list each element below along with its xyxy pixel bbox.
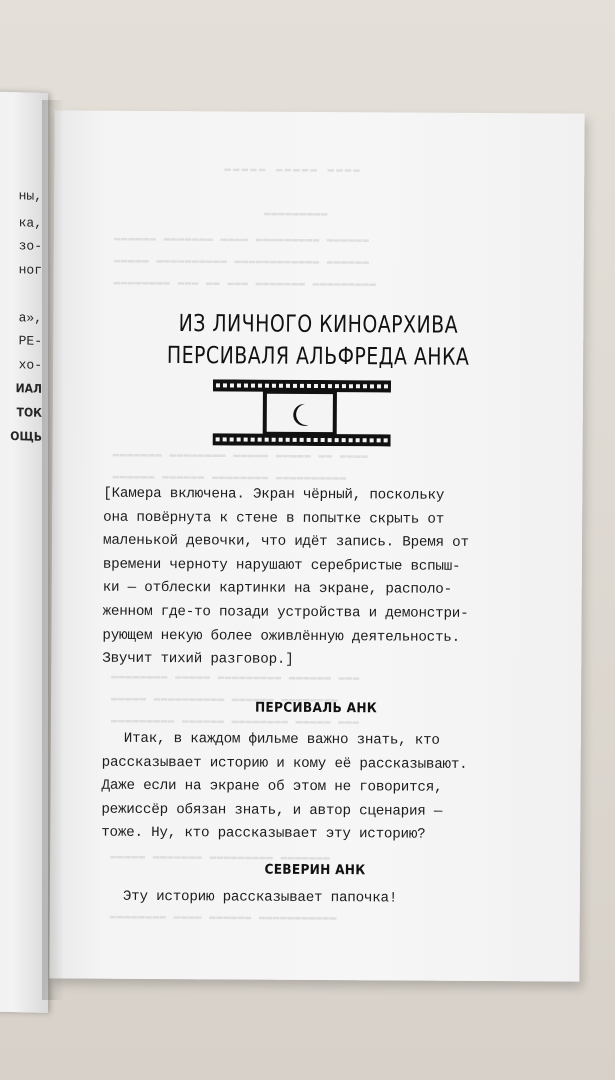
sprocket-hole: [223, 383, 227, 387]
book-page: [49, 110, 584, 981]
sprocket-hole: [272, 384, 276, 388]
text-line: режиссёр обязан знать, и автор сценария —: [101, 801, 443, 820]
text-line: тоже. Ну, кто рассказывает эту историю?: [101, 825, 426, 844]
film-strip-moon-icon: [213, 379, 391, 446]
dialogue-block: [101, 728, 514, 848]
show-through-text: ▬▬▬▬▬▬▬▬ ▬▬▬▬ ▬▬▬▬▬▬ ▬▬▬▬▬▬▬▬▬▬▬: [109, 910, 337, 925]
text-line: рующем некую более оживлённую деятельность.: [102, 627, 460, 646]
sprocket-hole: [237, 438, 241, 442]
sprocket-hole: [335, 438, 339, 442]
text-line: Итак, в каждом фильме важно знать, кто: [123, 730, 440, 749]
sprocket-hole: [286, 384, 290, 388]
left-page-fragment: ны,: [18, 188, 42, 204]
sprocket-hole: [230, 437, 234, 441]
sprocket-hole: [251, 438, 255, 442]
text-line: [Камера включена. Экран чёрный, поскольку: [103, 485, 445, 504]
show-through-text: ▬▬▬▬▬ ▬▬▬▬▬▬▬▬▬▬ ▬▬▬▬▬▬▬▬▬▬▬▬ ▬▬▬▬▬▬: [113, 254, 370, 269]
speaker-name: ПЕРСИВАЛЬ АНК: [254, 699, 378, 717]
sprocket-hole: [265, 384, 269, 388]
chapter-title-line-1: ИЗ ЛИЧНОГО КИНОАРХИВА: [178, 309, 459, 339]
sprocket-hole: [244, 438, 248, 442]
text-line: она повёрнута к стене в попытке скрыть от: [103, 509, 445, 528]
sprocket-hole: [349, 438, 353, 442]
text-line: времени черноту нарушают серебристые вспыш-: [102, 556, 461, 575]
chapter-title-line-2: ПЕРСИВАЛЯ АЛЬФРЕДА АНКА: [166, 341, 470, 371]
sprocket-hole: [251, 384, 255, 388]
sprocket-hole: [370, 384, 374, 388]
sprocket-hole: [356, 438, 360, 442]
left-page-fragment: ОЩЬ: [10, 429, 42, 444]
sprocket-hole: [293, 384, 297, 388]
sprocket-hole: [272, 438, 276, 442]
sprocket-hole: [377, 384, 381, 388]
sprocket-hole: [328, 438, 332, 442]
sprocket-hole: [230, 383, 234, 387]
sprocket-hole: [328, 384, 332, 388]
sprocket-hole: [300, 384, 304, 388]
sprocket-hole: [321, 384, 325, 388]
stage-direction: [102, 483, 513, 674]
show-through-text: ▬▬▬▬▬▬ ▬▬▬▬▬▬ ▬▬▬▬▬▬▬▬ ▬▬▬▬▬▬▬▬▬▬: [112, 470, 347, 485]
sprocket-hole: [363, 438, 367, 442]
text-line: Звучит тихий разговор.]: [102, 650, 294, 669]
sprocket-hole: [335, 384, 339, 388]
show-through-text: ▬▬▬▬▬ ▬▬▬▬▬ ▬▬▬▬: [224, 163, 362, 177]
sprocket-hole: [370, 438, 374, 442]
sprocket-hole: [363, 384, 367, 388]
left-page-fragment: ног: [18, 262, 42, 278]
sprocket-hole: [321, 438, 325, 442]
sprocket-hole: [356, 384, 360, 388]
show-through-text: ▬▬▬▬▬▬▬▬▬: [263, 207, 328, 221]
text-line: Эту историю рассказывает папочка!: [122, 888, 398, 907]
show-through-text: ▬▬▬▬▬▬▬ ▬▬▬▬▬▬▬▬ ▬▬▬▬▬ ▬▬▬▬▬ ▬▬ ▬▬▬▬: [112, 448, 369, 463]
sprocket-hole: [279, 384, 283, 388]
show-through-text: ▬▬▬▬▬▬▬▬ ▬▬▬▬▬ ▬▬▬▬▬▬▬▬▬ ▬▬▬▬▬▬ ▬▬▬: [111, 670, 360, 685]
left-page-fragment: ка,: [18, 215, 42, 231]
text-line: женном где-то позади устройства и демонстри-: [102, 603, 469, 622]
book-gutter-shadow: [42, 100, 64, 1000]
show-through-text: ▬▬▬▬▬ ▬▬▬▬▬▬▬ ▬▬▬▬▬▬▬▬▬ ▬▬▬▬▬▬▬: [110, 850, 331, 865]
sprocket-hole: [384, 384, 388, 388]
sprocket-hole: [223, 437, 227, 441]
dialogue-block: [123, 886, 533, 912]
sprocket-hole: [216, 437, 220, 441]
sprocket-hole: [342, 438, 346, 442]
sprocket-hole: [258, 438, 262, 442]
speaker-name: СЕВЕРИН АНК: [264, 861, 366, 879]
sprocket-hole: [314, 384, 318, 388]
previous-page: [0, 91, 48, 1013]
text-line: Даже если на экране об этом не говорится,: [101, 777, 443, 796]
left-page-fragment: а»,: [18, 310, 42, 326]
show-through-text: ▬▬▬▬▬ ▬▬▬▬▬▬▬▬▬▬ ▬▬▬▬▬▬ ▬▬▬▬▬▬▬▬: [111, 692, 339, 707]
left-page-fragment: ТОК: [16, 405, 42, 420]
sprocket-hole: [293, 438, 297, 442]
sprocket-hole: [216, 383, 220, 387]
text-line: рассказывает историю и кому её рассказывают.: [101, 754, 468, 773]
sprocket-hole: [286, 438, 290, 442]
sprocket-hole: [342, 384, 346, 388]
left-page-fragment: РЕ-: [18, 333, 42, 349]
show-through-text: ▬▬▬▬▬▬ ▬▬▬▬▬▬▬ ▬▬▬▬ ▬▬▬▬▬▬▬▬▬ ▬▬▬▬▬▬: [113, 232, 370, 247]
sprocket-hole: [307, 384, 311, 388]
sprocket-hole: [258, 384, 262, 388]
sprocket-hole: [307, 438, 311, 442]
left-page-fragment: хо-: [18, 357, 42, 373]
sprocket-hole: [384, 438, 388, 442]
show-through-text: ▬▬▬▬▬▬▬▬ ▬▬▬ ▬▬ ▬▬▬ ▬▬▬▬▬▬▬ ▬▬▬▬▬▬▬▬▬: [113, 276, 377, 291]
sprocket-hole: [300, 438, 304, 442]
sprocket-hole: [314, 438, 318, 442]
text-line: маленькой девочки, что идёт запись. Время от: [102, 532, 469, 552]
sprocket-hole: [244, 384, 248, 388]
sprocket-hole: [279, 438, 283, 442]
sprocket-hole: [237, 384, 241, 388]
sprocket-hole: [377, 438, 381, 442]
sprocket-hole: [349, 384, 353, 388]
show-through-text: ▬▬▬▬▬▬▬▬▬ ▬▬▬▬▬▬ ▬▬▬▬▬▬▬▬ ▬▬▬▬▬ ▬▬▬: [110, 714, 360, 729]
left-page-fragment: ИАЛ: [15, 381, 42, 396]
sprocket-hole: [265, 438, 269, 442]
left-page-fragment: зо-: [18, 238, 42, 254]
text-line: ки — отблески картинки на экране, располо-: [102, 580, 452, 599]
